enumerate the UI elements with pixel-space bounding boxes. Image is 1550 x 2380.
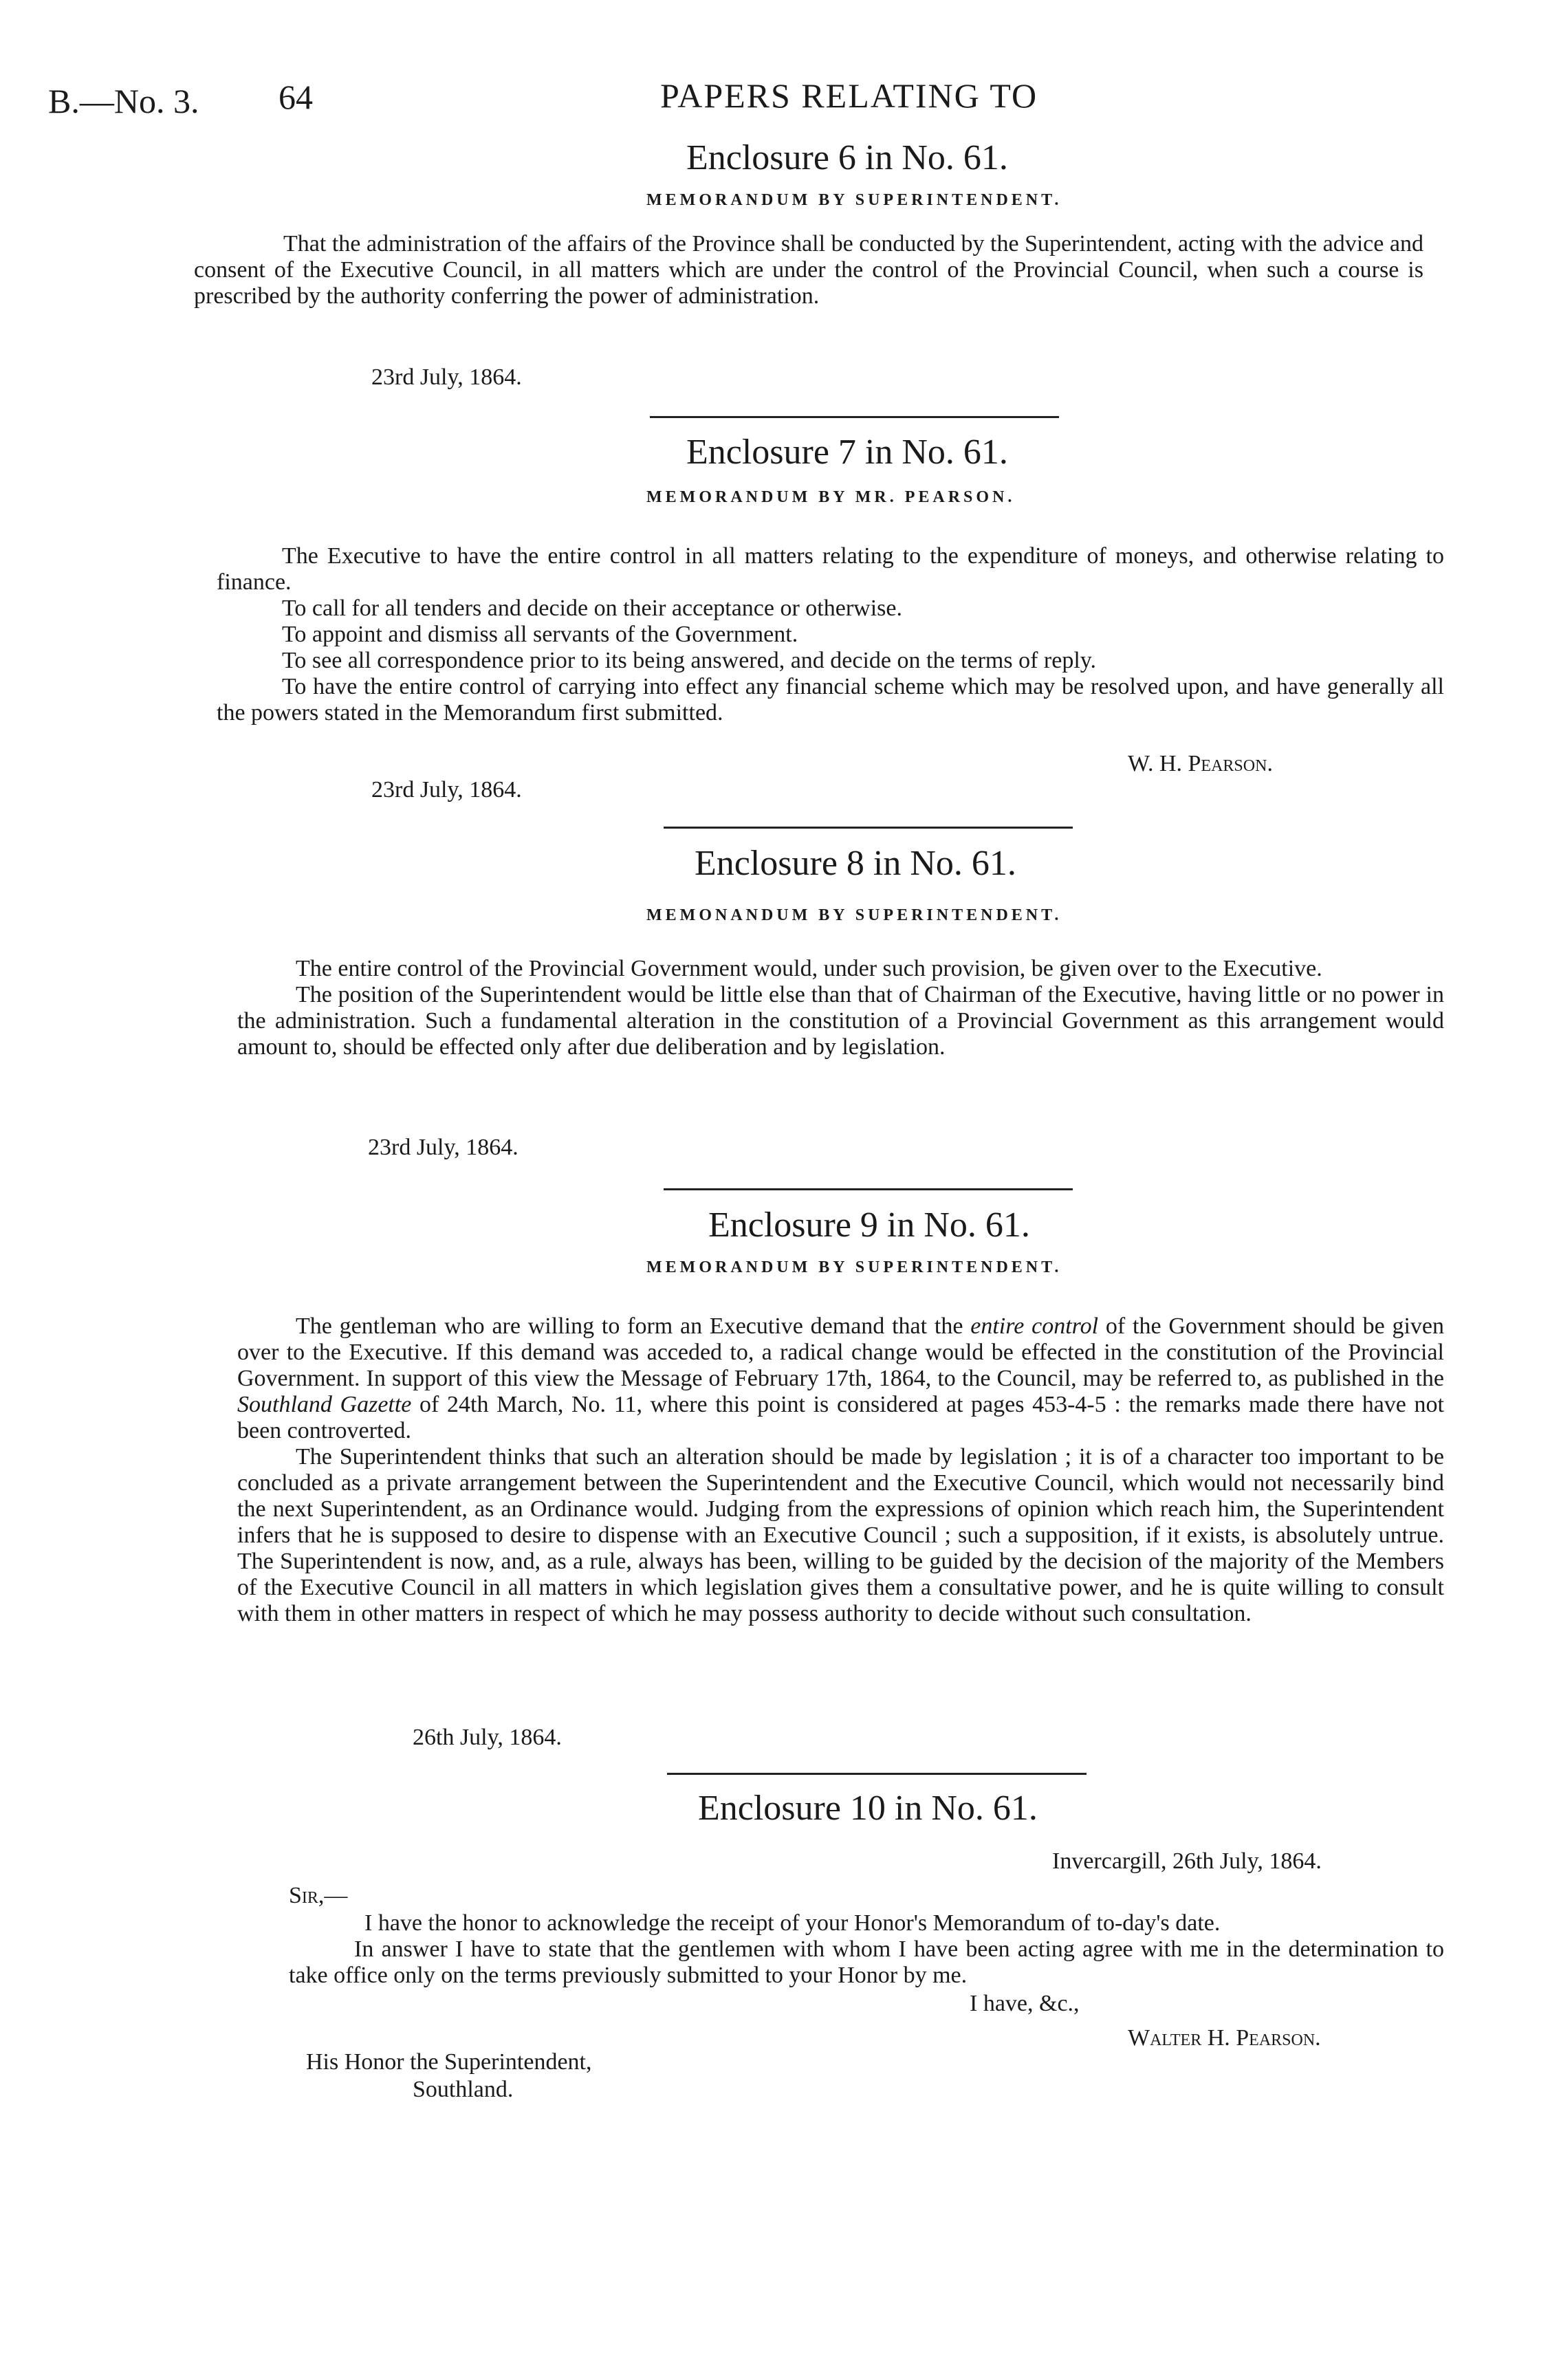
enclosure-9-text: of the Government should be given over to the Executive. If this demand was acceded to, a radical change would be effected in the constitution of the Provincial Government. In support of this view the Message of February 17th, 1864, to the Council, may be referred to, as published in the: [237, 1313, 1445, 1391]
enclosure-9-emphasis: entire control: [970, 1313, 1099, 1339]
enclosure-7-title: Enclosure 7 in No. 61.: [686, 433, 1008, 472]
enclosure-10-addressee-1: His Honor the Superintendent,: [306, 2049, 592, 2075]
divider: [667, 1773, 1087, 1775]
enclosure-6-paragraph: That the administration of the affairs of the Province shall be conducted by the Superintendent, acting with the advice and consent of the Executive Council, in all matters which are under the control of the Provincial Council, when such a course is prescribed by the authority conferring the power of administration.: [194, 231, 1423, 309]
enclosure-9-title: Enclosure 9 in No. 61.: [708, 1205, 1030, 1245]
enclosure-9-emphasis: Southland Gazette: [237, 1392, 412, 1417]
enclosure-6-title: Enclosure 6 in No. 61.: [686, 138, 1008, 177]
enclosure-10-salutation: Sir,—: [289, 1883, 348, 1908]
enclosure-9-paragraph-2: The Superintendent thinks that such an alteration should be made by legislation ; it is of a character too important to be concluded as a private arrangement between the Superintendent and the Executive Council, which would not necessarily bind the next Superintendent, as an Ordinance would. Judging from the expressions of opinion which reach him, the Superintendent infers that he is supposed to desire to dispense with an Executive Council ; such a supposition, if it exists, is absolutely untrue. The Superintendent is now, and, as a rule, always has been, willing to be guided by the decision of the majority of the Members of the Executive Council in all matters in which legislation gives them a consultative power, and he is quite willing to consult with them in other matters in respect of which he may possess authority to decide without such consultation.: [237, 1444, 1444, 1626]
page-title: PAPERS RELATING TO: [660, 76, 1038, 115]
enclosure-10-place-date: Invercargill, 26th July, 1864.: [1052, 1848, 1322, 1874]
document-reference: B.—No. 3.: [48, 82, 199, 120]
enclosure-8-title: Enclosure 8 in No. 61.: [695, 844, 1016, 883]
enclosure-6-heading: MEMORANDUM BY SUPERINTENDENT.: [646, 191, 1062, 209]
enclosure-8-paragraph-1: The entire control of the Provincial Government would, under such provision, be given over to the Executive.: [296, 956, 1322, 981]
enclosure-9-body: [237, 1313, 1445, 1627]
enclosure-9-heading: MEMORANDUM BY SUPERINTENDENT.: [646, 1258, 1062, 1276]
page-number: 64: [279, 78, 313, 116]
enclosure-9-date: 26th July, 1864.: [413, 1725, 562, 1750]
enclosure-9-paragraph-1: [237, 1313, 1444, 1444]
enclosure-6-body: [194, 231, 1423, 309]
enclosure-10-signature: Walter H. Pearson.: [1128, 2025, 1321, 2051]
enclosure-7-paragraph-4: To see all correspondence prior to its being answered, and decide on the terms of reply.: [282, 648, 1097, 673]
enclosure-9-text: of 24th March, No. 11, where this point is considered at pages 453-4-5 : the remarks made there have not been controverted.: [237, 1392, 1444, 1443]
divider: [664, 827, 1073, 829]
enclosure-10-addressee-2: Southland.: [413, 2077, 514, 2102]
enclosure-7-body: [217, 543, 1444, 726]
enclosure-10-paragraph-2: In answer I have to state that the gentlemen with whom I have been acting agree with me in the determination to take office only on the terms previously submitted to your Honor by me.: [289, 1936, 1444, 1988]
enclosure-8-paragraph-2: The position of the Superintendent would be little else than that of Chairman of the Executive, having little or no power in the administration. Such a fundamental alteration in the constitution of a Provincial Government as this arrangement would amount to, should be effected only after due deliberation and by legislation.: [237, 982, 1444, 1060]
divider: [664, 1188, 1073, 1190]
enclosure-7-paragraph-1: The Executive to have the entire control in all matters relating to the expenditure of moneys, and otherwise relating to finance.: [217, 543, 1444, 595]
enclosure-7-paragraph-5: To have the entire control of carrying into effect any financial scheme which may be resolved upon, and have generally all the powers stated in the Memorandum first submitted.: [217, 674, 1444, 725]
enclosure-7-paragraph-3: To appoint and dismiss all servants of the Government.: [282, 622, 798, 647]
enclosure-8-date: 23rd July, 1864.: [368, 1135, 519, 1160]
enclosure-10-closing: I have, &c.,: [970, 1991, 1080, 2016]
enclosure-10-paragraph-1: I have the honor to acknowledge the receipt of your Honor's Memorandum of to-day's date.: [364, 1910, 1221, 1936]
enclosure-7-date: 23rd July, 1864.: [371, 777, 522, 803]
enclosure-7-paragraph-2: To call for all tenders and decide on their acceptance or otherwise.: [282, 596, 902, 621]
enclosure-6-date: 23rd July, 1864.: [371, 364, 522, 390]
enclosure-8-body: [237, 956, 1444, 1060]
enclosure-8-heading: MEMONANDUM BY SUPERINTENDENT.: [646, 906, 1062, 924]
enclosure-7-heading: MEMORANDUM BY MR. PEARSON.: [646, 488, 1016, 506]
enclosure-9-text: The gentleman who are willing to form an Executive demand that the: [296, 1313, 971, 1339]
enclosure-7-signature: W. H. Pearson.: [1128, 751, 1273, 776]
enclosure-10-title: Enclosure 10 in No. 61.: [698, 1789, 1038, 1828]
divider: [650, 416, 1059, 418]
enclosure-10-body: [289, 1910, 1444, 1989]
